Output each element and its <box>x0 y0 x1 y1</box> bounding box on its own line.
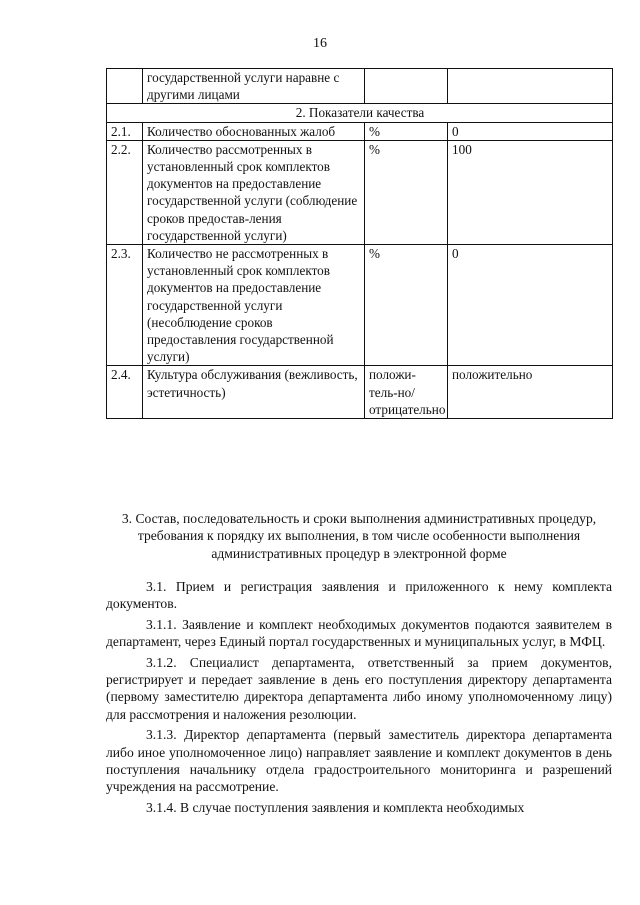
value: положительно <box>448 366 613 419</box>
row-number: 2.2. <box>107 140 143 244</box>
table-row <box>107 245 613 366</box>
unit <box>365 69 448 104</box>
value: 0 <box>448 245 613 366</box>
table-row <box>107 69 613 104</box>
section-3-body <box>106 578 612 819</box>
page-number: 16 <box>313 36 327 51</box>
value <box>448 69 613 104</box>
section-2-title: 2. Показатели качества <box>107 104 613 122</box>
row-number: 2.1. <box>107 122 143 140</box>
unit: положи-тель-но/отрицательно <box>365 366 448 419</box>
row-number: 2.3. <box>107 245 143 366</box>
paragraph-3-1-3: 3.1.3. Директор департамента (первый заместитель директора департамента либо иное уполномоченное лицо) направляет заявление и комплект документов в день поступления начальнику отдела градостроительного мониторинга и разрешений учреждения на рассмотрение. <box>106 727 612 795</box>
indicator-name: Количество обоснованных жалоб <box>143 122 365 140</box>
section-3-heading: 3. Состав, последовательность и сроки выполнения административных процедур, требования к порядку их выполнения, в том числе особенности выполнения административных процедур в электронной форме <box>121 511 597 561</box>
table-row <box>107 366 613 419</box>
indicator-name: Культура обслуживания (вежливость, эстетичность) <box>143 366 365 419</box>
indicator-name: Количество рассмотренных в установленный срок комплектов документов на предоставление государственной услуги (соблюдение сроков предостав-ления государственной услуги) <box>143 140 365 244</box>
table-row <box>107 122 613 140</box>
unit: % <box>365 245 448 366</box>
quality-indicators-table <box>106 68 613 419</box>
paragraph-3-1-1: 3.1.1. Заявление и комплект необходимых документов подаются заявителем в департамент, через Единый портал государственных и муниципальных услуг, в МФЦ. <box>106 616 612 650</box>
value: 0 <box>448 122 613 140</box>
indicator-name: государственной услуги наравне с другими лицами <box>143 69 365 104</box>
unit: % <box>365 140 448 244</box>
paragraph-3-1: 3.1. Прием и регистрация заявления и приложенного к нему комплекта документов. <box>106 579 612 612</box>
row-number: 2.4. <box>107 366 143 419</box>
indicator-name: Количество не рассмотренных в установленный срок комплектов документов на предоставление государственной услуги (несоблюдение сроков предоставления государственной услуги) <box>143 245 365 366</box>
paragraph-3-1-2: 3.1.2. Специалист департамента, ответственный за прием документов, регистрирует и передает заявление в день его поступления директору департамента (первому заместителю директора департамента либо иному уполномоченному лицу) для рассмотрения и наложения резолюции. <box>106 654 612 722</box>
unit: % <box>365 122 448 140</box>
table-row <box>107 140 613 244</box>
row-number <box>107 69 143 104</box>
value: 100 <box>448 140 613 244</box>
paragraph-3-1-4: 3.1.4. В случае поступления заявления и комплекта необходимых <box>146 799 525 815</box>
section-header-row <box>107 104 613 122</box>
